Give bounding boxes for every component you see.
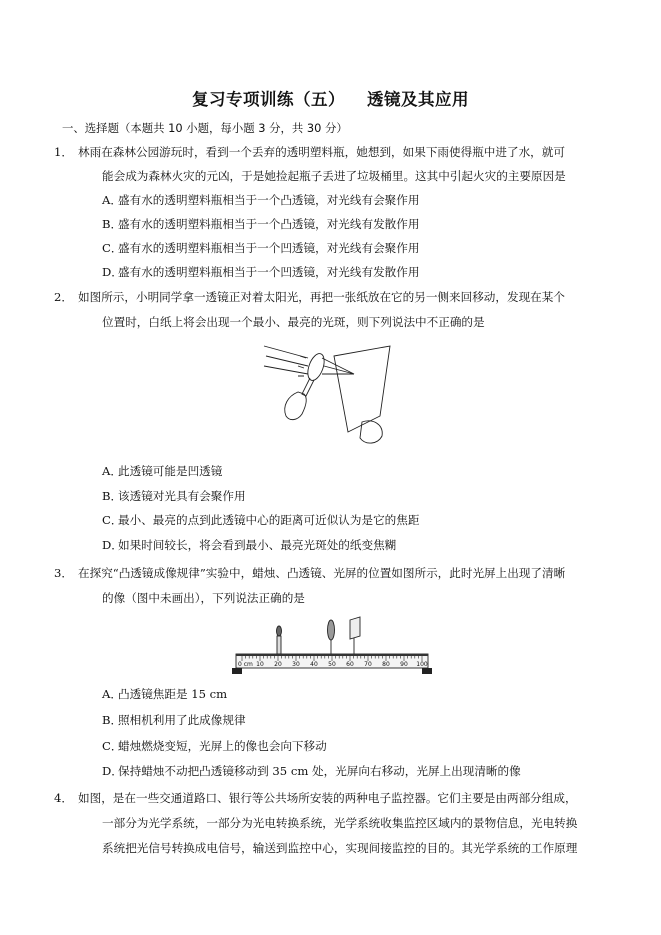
question-1-option-b: B．盛有水的透明塑料瓶相当于一个凸透镜，对光线有发散作用 — [102, 217, 420, 231]
question-3-option-a: A．凸透镜焦距是 15 cm — [102, 687, 228, 701]
question-3-option-c: C．蜡烛燃烧变短，光屏上的像也会向下移动 — [102, 739, 327, 753]
ruler-tick-label: 60 — [346, 661, 354, 668]
question-1-option-a: A．盛有水的透明塑料瓶相当于一个凸透镜，对光线有会聚作用 — [102, 193, 420, 207]
question-4-text-1: 如图，是在一些交通道路口、银行等公共场所安装的两种电子监控器。它们主要是由两部分组成， — [78, 791, 577, 805]
question-2-number: 2． — [54, 290, 73, 304]
question-3-option-b: B．照相机利用了此成像规律 — [102, 713, 246, 727]
question-3-text-2: 的像（图中未画出），下列说法正确的是 — [102, 591, 305, 605]
question-3-option-d: D．保持蜡烛不动把凸透镜移动到 35 cm 处，光屏向右移动，光屏上出现清晰的像 — [102, 764, 521, 778]
question-2-line-1 — [54, 289, 565, 305]
title-part-2: 透镜及其应用 — [367, 90, 469, 109]
question-1-option-d: D．盛有水的透明塑料瓶相当于一个凹透镜，对光线有发散作用 — [102, 265, 420, 279]
question-2-text-1: 如图所示，小明同学拿一透镜正对着太阳光，再把一张纸放在它的另一侧来回移动，发现在某个 — [78, 290, 565, 304]
section-heading: 一、选择题（本题共 10 小题，每小题 3 分，共 30 分） — [62, 121, 348, 135]
question-4-text-2: 一部分为光学系统，一部分为光电转换系统，光学系统收集监控区域内的景物信息，光电转换 — [102, 816, 578, 830]
convex-lens-icon — [328, 620, 335, 654]
question-4-number: 4． — [54, 791, 73, 805]
question-1-option-c: C．盛有水的透明塑料瓶相当于一个凹透镜，对光线有会聚作用 — [102, 241, 420, 255]
ruler-tick-label: 40 — [310, 661, 318, 668]
optical-bench-ruler — [232, 654, 432, 674]
ruler-tick-label: 80 — [382, 661, 390, 668]
page-title — [0, 86, 661, 110]
question-3-line-1 — [54, 565, 566, 581]
question-1-line-1 — [54, 144, 565, 160]
ruler-tick-label: 90 — [400, 661, 408, 668]
question-2-option-a: A．此透镜可能是凹透镜 — [102, 464, 223, 478]
magnifier-sunlight-figure — [262, 336, 402, 448]
question-2-option-d: D．如果时间较长，将会看到最小、最亮光斑处的纸变焦糊 — [102, 538, 397, 552]
question-4-line-1 — [54, 790, 577, 806]
candle-icon — [277, 626, 282, 654]
question-1-number: 1． — [54, 145, 73, 159]
ruler-tick-label: 30 — [292, 661, 300, 668]
ruler-tick-label: 10 — [256, 661, 264, 668]
ruler-tick-label: 0 cm — [238, 661, 253, 668]
ruler-tick-label: 70 — [364, 661, 372, 668]
optical-bench-figure — [232, 614, 432, 676]
ruler-tick-label: 50 — [328, 661, 336, 668]
question-2-option-b: B．该透镜对光具有会聚作用 — [102, 489, 246, 503]
question-4-text-3: 系统把光信号转换成电信号，输送到监控中心，实现间接监控的目的。其光学系统的工作原理 — [102, 841, 578, 855]
light-screen-icon — [350, 617, 360, 654]
question-3-number: 3． — [54, 566, 73, 580]
question-1-text-1: 林雨在森林公园游玩时，看到一个丢弃的透明塑料瓶，她想到，如果下雨使得瓶中进了水，就可 — [78, 145, 565, 159]
question-1-text-2: 能会成为森林火灾的元凶，于是她捡起瓶子丢进了垃圾桶里。这其中引起火灾的主要原因是 — [102, 169, 566, 183]
title-part-1: 复习专项训练（五） — [192, 90, 345, 109]
question-2-text-2: 位置时，白纸上将会出现一个最小、最亮的光斑，则下列说法中不正确的是 — [102, 315, 485, 329]
question-2-option-c: C．最小、最亮的点到此透镜中心的距离可近似认为是它的焦距 — [102, 513, 420, 527]
ruler-tick-label: 100 — [416, 661, 428, 668]
magnifier-lens-icon — [305, 351, 328, 382]
question-3-text-1: 在探究“凸透镜成像规律”实验中，蜡烛、凸透镜、光屏的位置如图所示，此时光屏上出现了清晰 — [78, 566, 566, 580]
ruler-tick-label: 20 — [274, 661, 282, 668]
